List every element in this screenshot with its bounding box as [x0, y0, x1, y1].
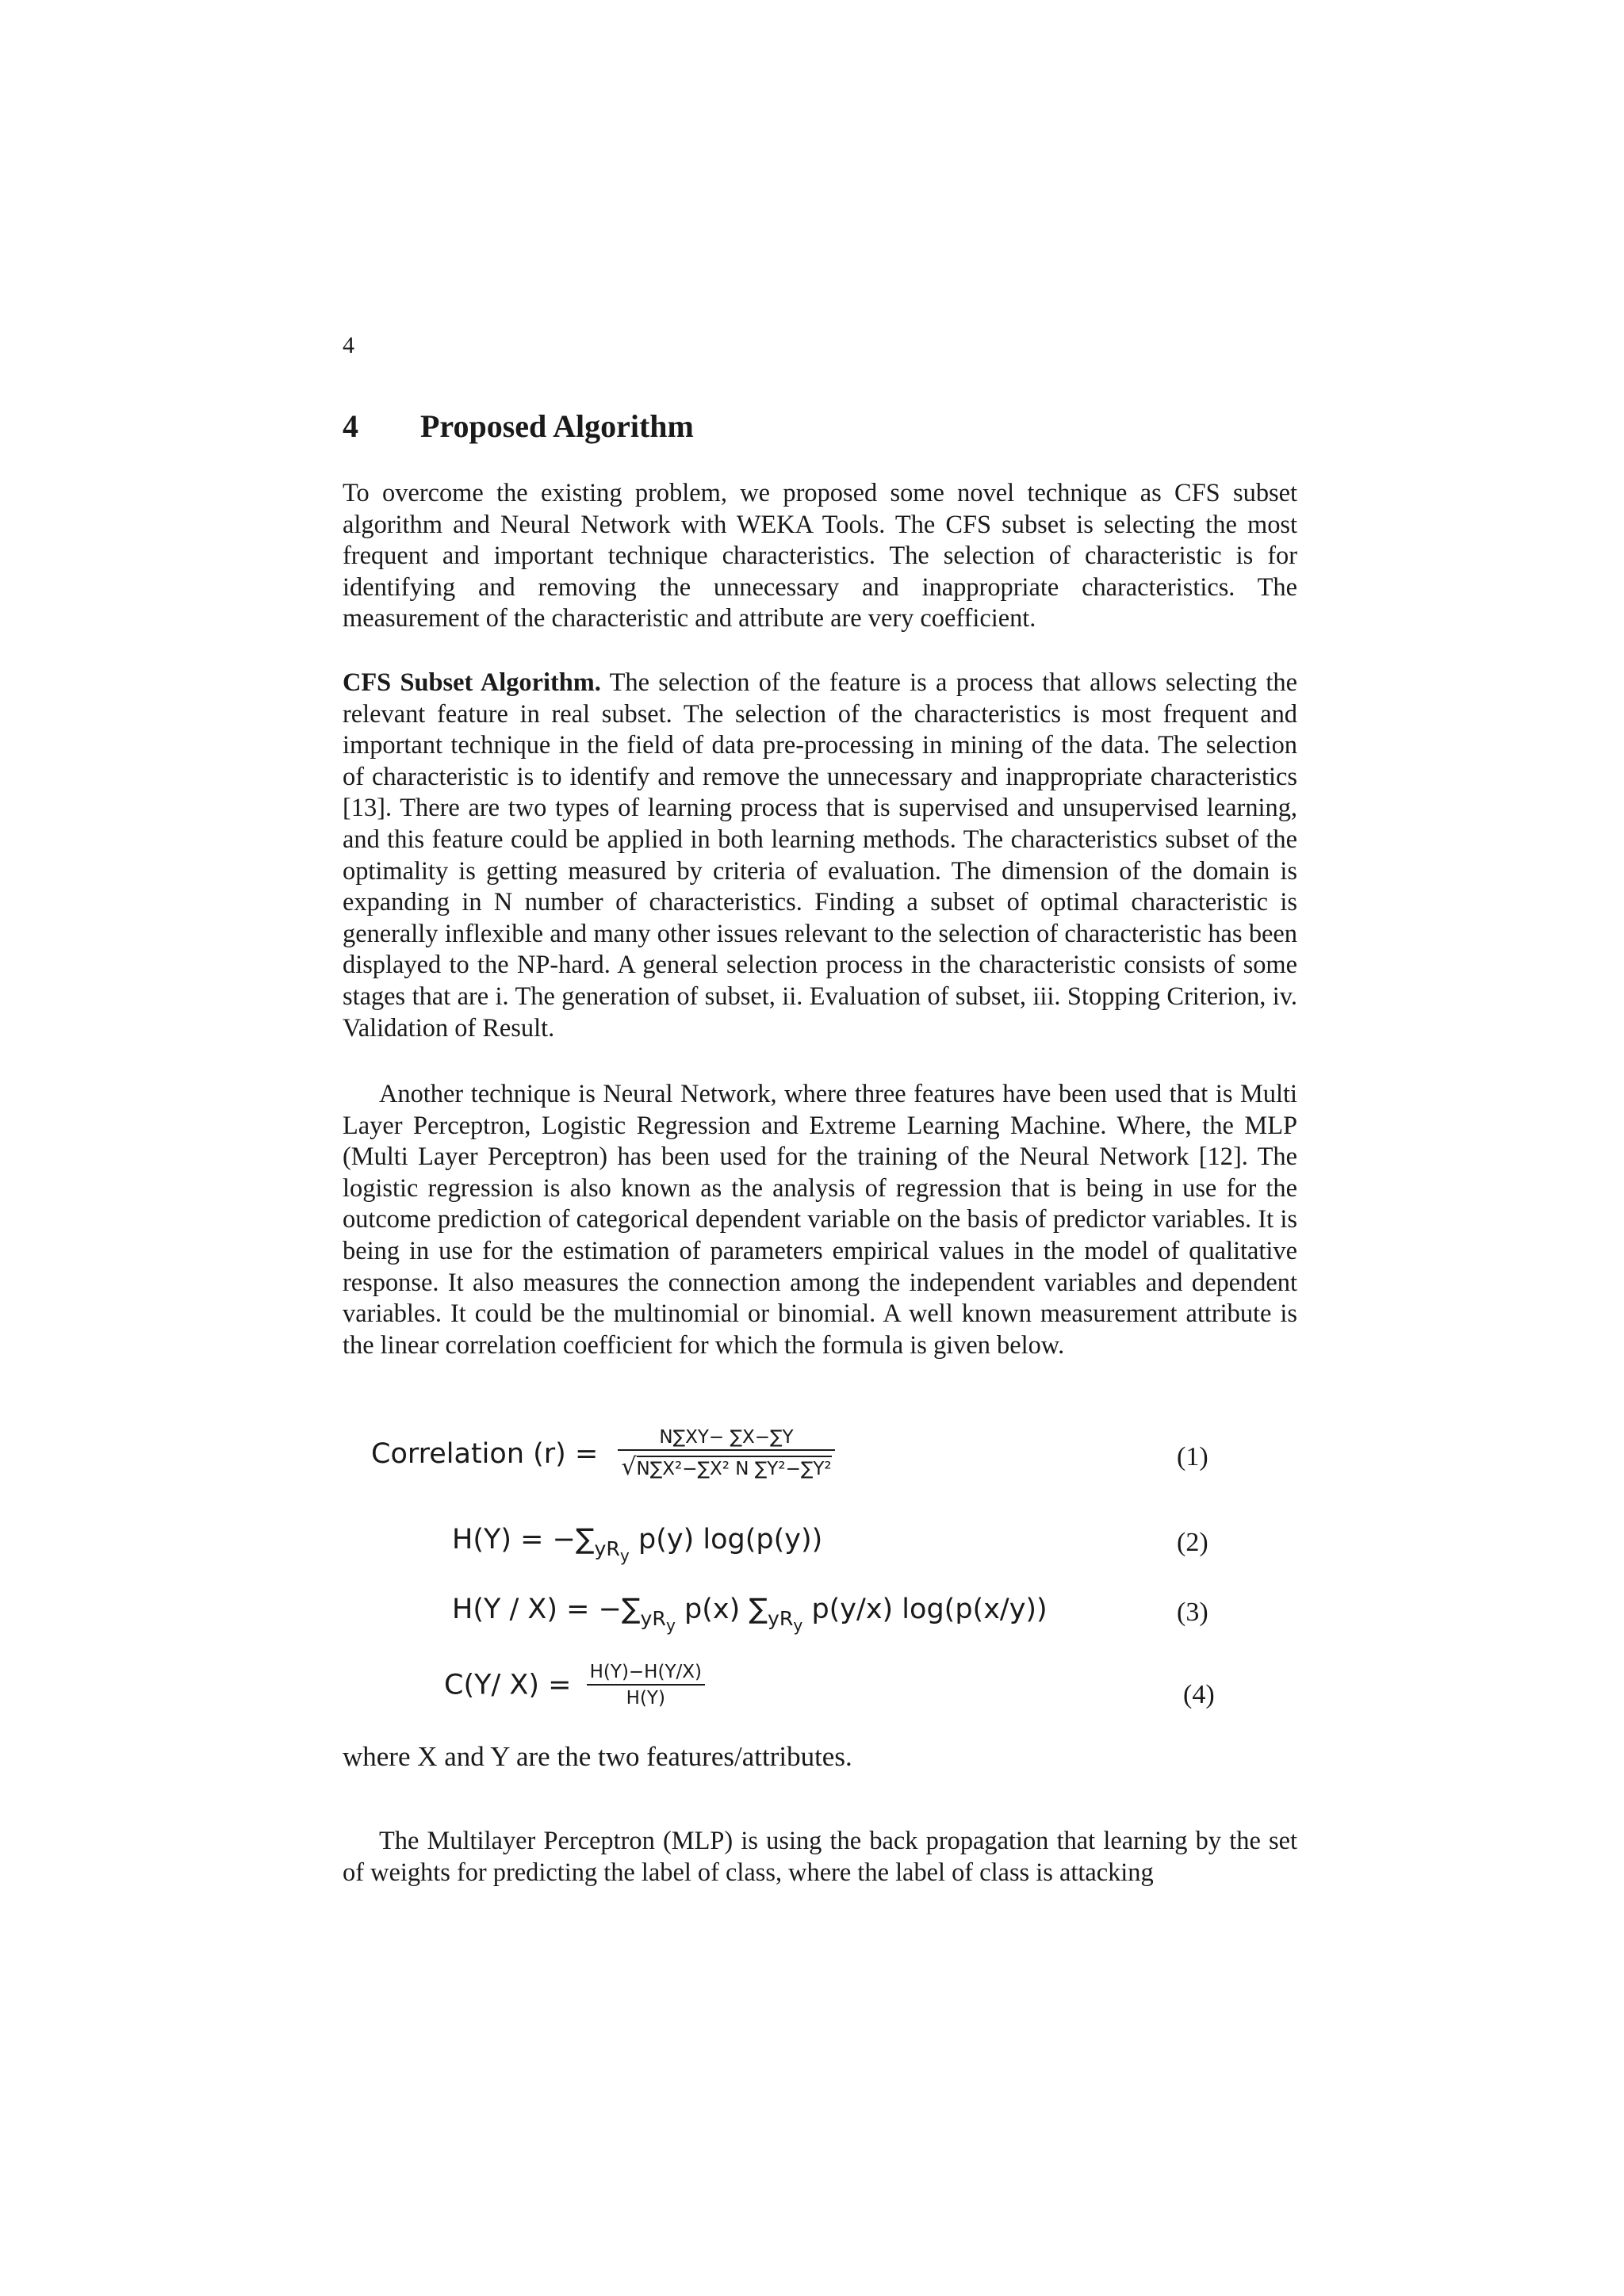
cfs-paragraph: [343, 668, 1297, 1044]
sqrt-icon: √: [621, 1453, 637, 1481]
equation-3-sub-1: yR: [640, 1606, 666, 1630]
equation-2-lhs: H(Y) = −∑: [452, 1524, 595, 1556]
equation-1-radicand: N∑X²−∑X² N ∑Y²−∑Y²: [637, 1456, 832, 1479]
equation-1: [371, 1427, 835, 1481]
equation-3-subsub-1: y: [665, 1615, 676, 1635]
where-sentence: where X and Y are the two features/attributes.: [343, 1741, 852, 1772]
equation-4-lhs: C(Y/ X) =: [444, 1669, 572, 1701]
neural-network-paragraph: Another technique is Neural Network, where three features have been used that is Multi Layer Perceptron, Logistic Regression and Extreme Learning Machine. Where, the MLP (Multi Layer Perceptron) has been used for the training of the Neural Network [12]. The logistic regression is also known as the analysis of regression that is being in use for the outcome prediction of categorical dependent variable on the basis of predictor variables. It is being in use for the estimation of parameters empirical values in the model of qualitative response. It also measures the connection among the independent variables and dependent variables. It could be the multinomial or binomial. A well known measurement attribute is the linear correlation coefficient for which the formula is given below.: [343, 1080, 1297, 1360]
section-title: Proposed Algorithm: [420, 408, 694, 444]
equation-3-mid: p(x) ∑: [675, 1594, 768, 1625]
equation-3-sub-2: yR: [767, 1606, 794, 1630]
equation-3-rhs: p(y/x) log(p(x/y)): [802, 1594, 1048, 1625]
equation-1-numerator: N∑XY− ∑X−∑Y: [618, 1427, 834, 1451]
equation-1-number: (1): [1177, 1442, 1208, 1471]
intro-paragraph: To overcome the existing problem, we proposed some novel technique as CFS subset algorithm and Neural Network with WEKA Tools. The CFS subset is selecting the most frequent and important technique characteristics. The selection of characteristic is for identifying and removing the unnecessary and inappropriate characteristics. The measurement of the characteristic and attribute are very coefficient.: [343, 479, 1297, 633]
equation-1-fraction: [618, 1427, 834, 1481]
equation-2: [452, 1524, 822, 1565]
section-heading: [343, 408, 694, 446]
equation-2-rhs: p(y) log(p(y)): [629, 1524, 823, 1556]
equation-2-number: (2): [1177, 1528, 1208, 1557]
equation-4-number: (4): [1183, 1680, 1215, 1709]
equation-1-lhs: Correlation (r) =: [371, 1438, 599, 1470]
equation-4-fraction: [587, 1662, 705, 1709]
equation-2-sub: yR: [594, 1536, 620, 1560]
equation-2-subsub: y: [619, 1545, 630, 1565]
cfs-paragraph-body: The selection of the feature is a process that allows selecting the relevant feature in real subset. The selection of the characteristics is most frequent and important technique in the field of data pre-processing in mining of the data. The selection of characteristic is to identify and remove the unnecessary and inappropriate characteristics [13]. There are two types of learning process that is supervised and unsupervised learning, and this feature could be applied in both learning methods. The characteristics subset of the optimality is getting measured by criteria of evaluation. The dimension of the domain is expanding in N number of characteristics. Finding a subset of optimal characteristic is generally inflexible and many other issues relevant to the selection of characteristic has been displayed to the NP-hard. A general selection process in the characteristic consists of some stages that are i. The generation of subset, ii. Evaluation of subset, iii. Stopping Criterion, iv. Validation of Result.: [343, 668, 1297, 1043]
equation-4-numerator: H(Y)−H(Y/X): [587, 1662, 705, 1686]
equation-4-denominator: H(Y): [626, 1688, 665, 1709]
equation-3-subsub-2: y: [793, 1615, 803, 1635]
equation-3-lhs: H(Y / X) = −∑: [452, 1594, 641, 1625]
cfs-run-in-heading: CFS Subset Algorithm.: [343, 668, 601, 697]
page-number: 4: [343, 332, 354, 358]
mlp-paragraph: The Multilayer Perceptron (MLP) is using the back propagation that learning by the set of weights for predicting the label of class, where the label of class is attacking: [343, 1827, 1297, 1887]
equation-4: [444, 1662, 705, 1709]
section-number: 4: [343, 408, 358, 444]
equation-1-denominator: [618, 1451, 834, 1481]
equation-3: [452, 1594, 1048, 1635]
equation-3-number: (3): [1177, 1598, 1208, 1627]
